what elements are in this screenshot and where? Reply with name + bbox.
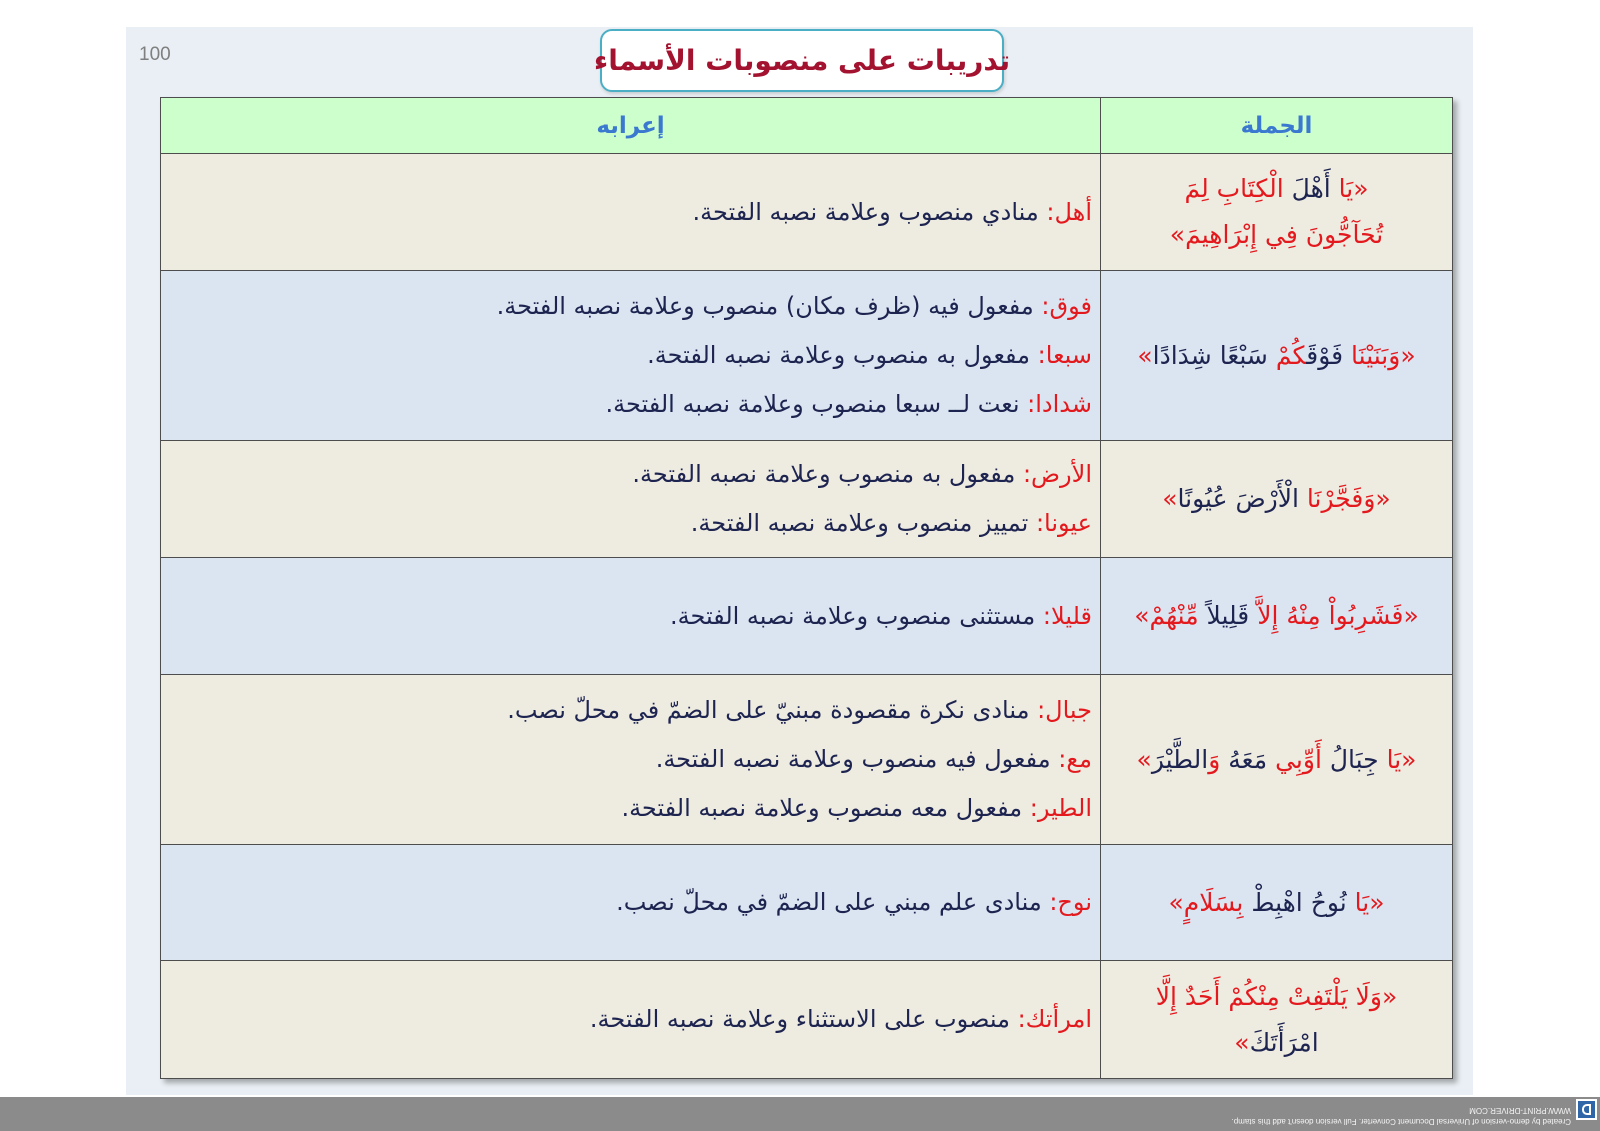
sentence-line	[1111, 476, 1442, 522]
column-header-sentence: الجملة	[1101, 98, 1453, 154]
parsing-line	[173, 282, 1092, 331]
verse-text: تُحَآجُّونَ فِي إِبْرَاهِيمَ»	[1169, 220, 1384, 249]
sentence-line	[1111, 1020, 1442, 1066]
sentence-line	[1111, 333, 1442, 379]
column-header-parsing: إعرابه	[161, 98, 1101, 154]
sentence-line	[1111, 166, 1442, 212]
verse-text: كُمْ	[1267, 340, 1307, 370]
converter-logo-icon	[1576, 1099, 1597, 1120]
table-row	[161, 675, 1453, 845]
sentence-cell	[1101, 675, 1453, 845]
parsing-line	[173, 735, 1092, 784]
parsed-word-label: شدادا:	[1027, 390, 1092, 418]
parsing-description: مفعول به منصوب وعلامة نصبه الفتحة.	[647, 341, 1031, 369]
parsed-word-in-verse: جِبَالُ	[1329, 744, 1379, 774]
parsing-line	[173, 380, 1092, 429]
verse-text: أَوِّبِي	[1267, 744, 1330, 774]
parsed-word-label: الطير:	[1029, 794, 1092, 822]
verse-text: «وَلَا يَلْتَفِتْ مِنْكُمْ أَحَدٌ إِلَّا	[1155, 981, 1398, 1011]
verse-text: «فَشَرِبُواْ مِنْهُ إِلاَّ	[1249, 601, 1419, 630]
verse-text: »	[1234, 1027, 1250, 1057]
converter-logo-glyph	[1582, 1104, 1591, 1115]
table-row	[161, 154, 1453, 271]
parsed-word-label: نوح:	[1049, 888, 1092, 916]
parsing-line	[173, 878, 1092, 927]
parsing-description: مستثنى منصوب وعلامة نصبه الفتحة.	[669, 601, 1036, 630]
table-row	[161, 961, 1453, 1079]
parsing-description: نعت لــ سبعا منصوب وعلامة نصبه الفتحة.	[605, 390, 1020, 418]
parsing-description: منادي منصوب وعلامة نصبه الفتحة.	[692, 197, 1039, 226]
stamp-website: WWW.PRINT-DRIVER.COM	[1469, 1106, 1571, 1115]
table-row	[161, 271, 1453, 441]
parsing-description: مفعول فيه منصوب وعلامة نصبه الفتحة.	[655, 745, 1051, 773]
parsing-description: منادى علم مبني على الضمّ في محلّ نصب.	[616, 888, 1042, 916]
parsed-word-label: سبعا:	[1037, 341, 1092, 369]
parsing-description: منصوب على الاستثناء وعلامة نصبه الفتحة.	[589, 1005, 1010, 1033]
parsing-cell	[161, 961, 1101, 1079]
parsed-word-in-verse: الْأَرْضَ عُيُونًا	[1177, 484, 1299, 513]
converter-stamp	[1187, 1099, 1597, 1129]
table-row	[161, 441, 1453, 558]
sentence-cell	[1101, 154, 1453, 271]
parsing-description: مفعول معه منصوب وعلامة نصبه الفتحة.	[621, 794, 1023, 822]
stamp-text	[1232, 1099, 1571, 1129]
parsing-line	[173, 450, 1092, 499]
parsed-word-in-verse: نُوحُ اهْبِطْ	[1251, 887, 1347, 917]
sentence-line	[1111, 212, 1442, 258]
parsed-word-label: قليلا:	[1042, 601, 1092, 630]
verse-text: «يَا	[1330, 174, 1369, 203]
parsed-word-label: جبال:	[1037, 696, 1092, 724]
parsing-line	[173, 995, 1092, 1044]
table-row	[161, 845, 1453, 961]
table-head	[161, 98, 1453, 154]
verse-text: مِّنْهُمْ»	[1134, 601, 1207, 630]
verse-text: وَ	[1208, 744, 1229, 774]
verse-text: الْكِتَابِ لِمَ	[1184, 174, 1292, 203]
sentence-line	[1111, 593, 1442, 639]
title-box	[593, 29, 1011, 92]
table-body	[161, 154, 1453, 1079]
parsing-description: مفعول فيه (ظرف مكان) منصوب وعلامة نصبه الفتحة.	[496, 292, 1034, 320]
parsing-line	[173, 686, 1092, 735]
parsed-word-label: عيونا:	[1035, 509, 1092, 537]
parsed-word-label: مع:	[1058, 745, 1092, 773]
parsing-cell	[161, 271, 1101, 441]
sentence-line	[1111, 737, 1442, 783]
parsed-word-label: امرأتك:	[1017, 1005, 1092, 1033]
sentence-cell	[1101, 441, 1453, 558]
parsed-word-label: فوق:	[1041, 292, 1092, 320]
verse-text: »	[1162, 484, 1178, 513]
parsing-line	[173, 499, 1092, 548]
parsing-line	[173, 331, 1092, 380]
parsing-description: تمييز منصوب وعلامة نصبه الفتحة.	[690, 509, 1029, 537]
verse-text: «وَبَنَيْنَا	[1343, 340, 1416, 370]
sentence-cell	[1101, 558, 1453, 675]
parsed-word-in-verse: سَبْعًا شِدَادًا	[1152, 340, 1268, 370]
parsing-cell	[161, 558, 1101, 675]
parsing-cell	[161, 441, 1101, 558]
verse-text: «وَفَجَّرْنَا	[1298, 484, 1391, 513]
parsing-description: مفعول به منصوب وعلامة نصبه الفتحة.	[632, 460, 1016, 488]
parsing-line	[173, 188, 1092, 237]
verse-text: «يَا	[1378, 744, 1417, 774]
verse-text: »	[1136, 744, 1152, 774]
table-row	[161, 558, 1453, 675]
parsing-cell	[161, 675, 1101, 845]
sentence-line	[1111, 880, 1442, 926]
parsing-line	[173, 592, 1092, 641]
page-number: 100	[139, 44, 171, 65]
parsed-word-in-verse: فَوْقَ	[1306, 340, 1344, 370]
sentence-line	[1111, 974, 1442, 1020]
parsing-cell	[161, 154, 1101, 271]
sentence-cell	[1101, 845, 1453, 961]
parsed-word-in-verse: الطَّيْرَ	[1151, 744, 1209, 774]
verse-text: بِسَلَامٍ»	[1168, 887, 1252, 917]
parsing-line	[173, 784, 1092, 833]
parsed-word-in-verse: مَعَهُ	[1228, 744, 1268, 774]
parsed-word-label: أهل:	[1046, 197, 1092, 226]
stamp-converter-notice: Created by demo-version of Universal Document Converter. Full version doesn't add this stamp.	[1231, 1117, 1571, 1126]
parsed-word-in-verse: قَلِيلاً	[1206, 601, 1250, 630]
sentence-cell	[1101, 961, 1453, 1079]
exercise-table	[160, 97, 1453, 1079]
sentence-cell	[1101, 271, 1453, 441]
verse-text: «يَا	[1346, 887, 1385, 917]
parsing-description: منادى نكرة مقصودة مبنيّ على الضمّ في محلّ نصب.	[507, 696, 1030, 724]
parsed-word-in-verse: أَهْلَ	[1291, 174, 1331, 203]
verse-text: »	[1137, 340, 1153, 370]
parsed-word-label: الأرض:	[1022, 460, 1092, 488]
page-title: تدريبات على منصوبات الأسماء	[593, 44, 1011, 77]
table-header-row	[161, 98, 1453, 154]
parsed-word-in-verse: امْرَأَتَكَ	[1249, 1027, 1319, 1057]
parsing-cell	[161, 845, 1101, 961]
